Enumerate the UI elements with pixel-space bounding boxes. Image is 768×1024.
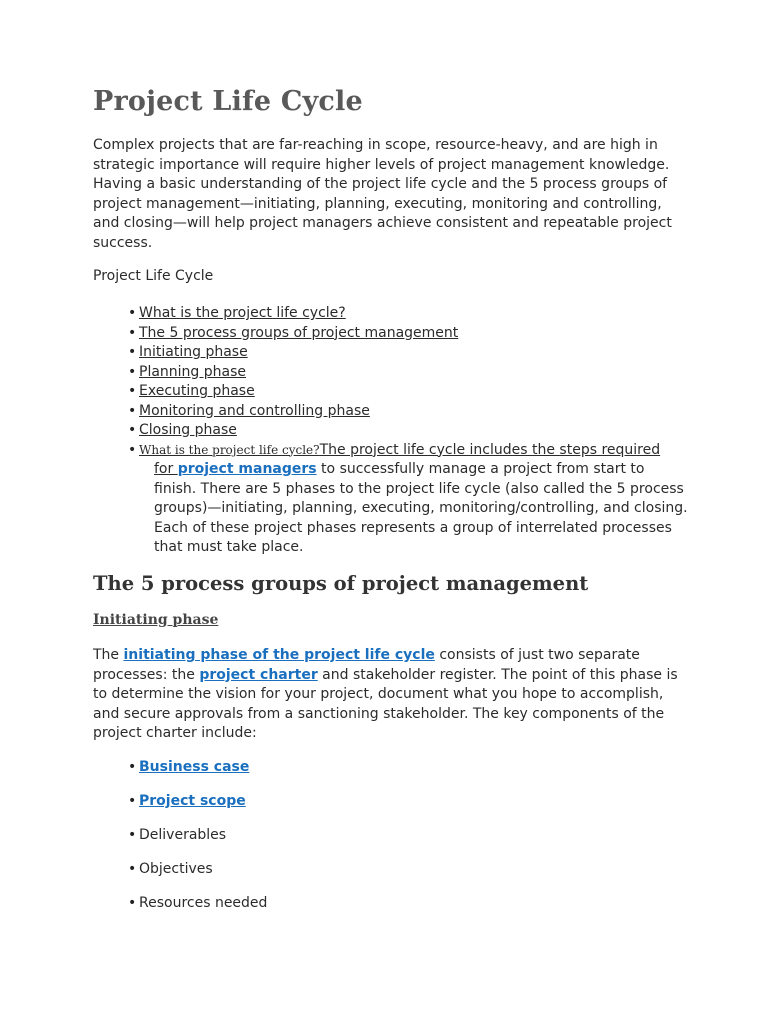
- para-text-3: and stakeholder register. The point of this phase is to determine the vision for your project, document what you hope to accomplish, and secure approvals from a sanctioning stakeholder. The key components of the project charter include:: [93, 666, 678, 741]
- toc-item: [128, 343, 688, 363]
- toc-item: [128, 382, 688, 402]
- toc-link-closing[interactable]: Closing phase: [139, 422, 237, 438]
- business-case-link[interactable]: Business case: [139, 759, 250, 775]
- toc-link-executing[interactable]: Executing phase: [139, 383, 255, 399]
- list-item: • Resources needed: [128, 894, 628, 928]
- section-label: Project Life Cycle: [93, 268, 214, 284]
- toc-inline-heading[interactable]: What is the project life cycle?: [139, 442, 320, 457]
- para-text-2: consists of just two separate processes: the: [93, 647, 640, 683]
- toc-item: [128, 324, 688, 344]
- toc-inline-rest: to successfully manage a project from start to finish. There are 5 phases to the project life cycle (also called the 5 process groups)—initiating, planning, executing, monitoring/controlling, and closing. Each of these project phases represents a group of interrelated processes that must take place.: [154, 461, 688, 555]
- toc-link-monitoring[interactable]: Monitoring and controlling phase: [139, 402, 370, 419]
- toc-item: [128, 304, 688, 324]
- toc-item: [128, 421, 688, 441]
- list-item: [128, 792, 628, 826]
- charter-components-list: [128, 758, 628, 928]
- intro-paragraph: Complex projects that are far-reaching in scope, resource-heavy, and are high in strategic importance will require higher levels of project management knowledge. Having a basic understanding of the project life cycle and the 5 process groups of project management—initiating, planning, executing, monitoring and controlling, and closing—will help project managers achieve consistent and repeatable project success.: [93, 137, 672, 251]
- toc-link-initiating[interactable]: Initiating phase: [139, 344, 248, 360]
- toc-item-expanded: [128, 441, 688, 558]
- list-item: [128, 758, 628, 792]
- list-item: • Objectives: [128, 860, 628, 894]
- toc-inline-text: The project life cycle includes the steps required: [319, 441, 661, 458]
- initiating-phase-link[interactable]: initiating phase of the project life cycle: [123, 647, 435, 663]
- toc-inline-for: for: [154, 461, 178, 477]
- initiating-phase-heading: Initiating phase: [93, 612, 219, 628]
- page-title: Project Life Cycle: [93, 86, 363, 117]
- initiating-paragraph: [93, 646, 678, 744]
- process-groups-heading: The 5 process groups of project management: [93, 572, 589, 595]
- toc-link-process-groups[interactable]: The 5 process groups of project management: [139, 324, 459, 341]
- toc-item: [128, 363, 688, 383]
- project-charter-link[interactable]: project charter: [199, 666, 318, 683]
- para-text-1: The: [93, 647, 124, 663]
- table-of-contents: [128, 304, 688, 558]
- toc-link-planning[interactable]: Planning phase: [139, 363, 247, 380]
- toc-continuation: [139, 460, 688, 558]
- toc-link-what-is[interactable]: What is the project life cycle?: [139, 305, 346, 321]
- list-item: • Deliverables: [128, 826, 628, 860]
- toc-item: [128, 402, 688, 422]
- project-scope-link[interactable]: Project scope: [139, 793, 246, 809]
- project-managers-link[interactable]: project managers: [177, 461, 317, 477]
